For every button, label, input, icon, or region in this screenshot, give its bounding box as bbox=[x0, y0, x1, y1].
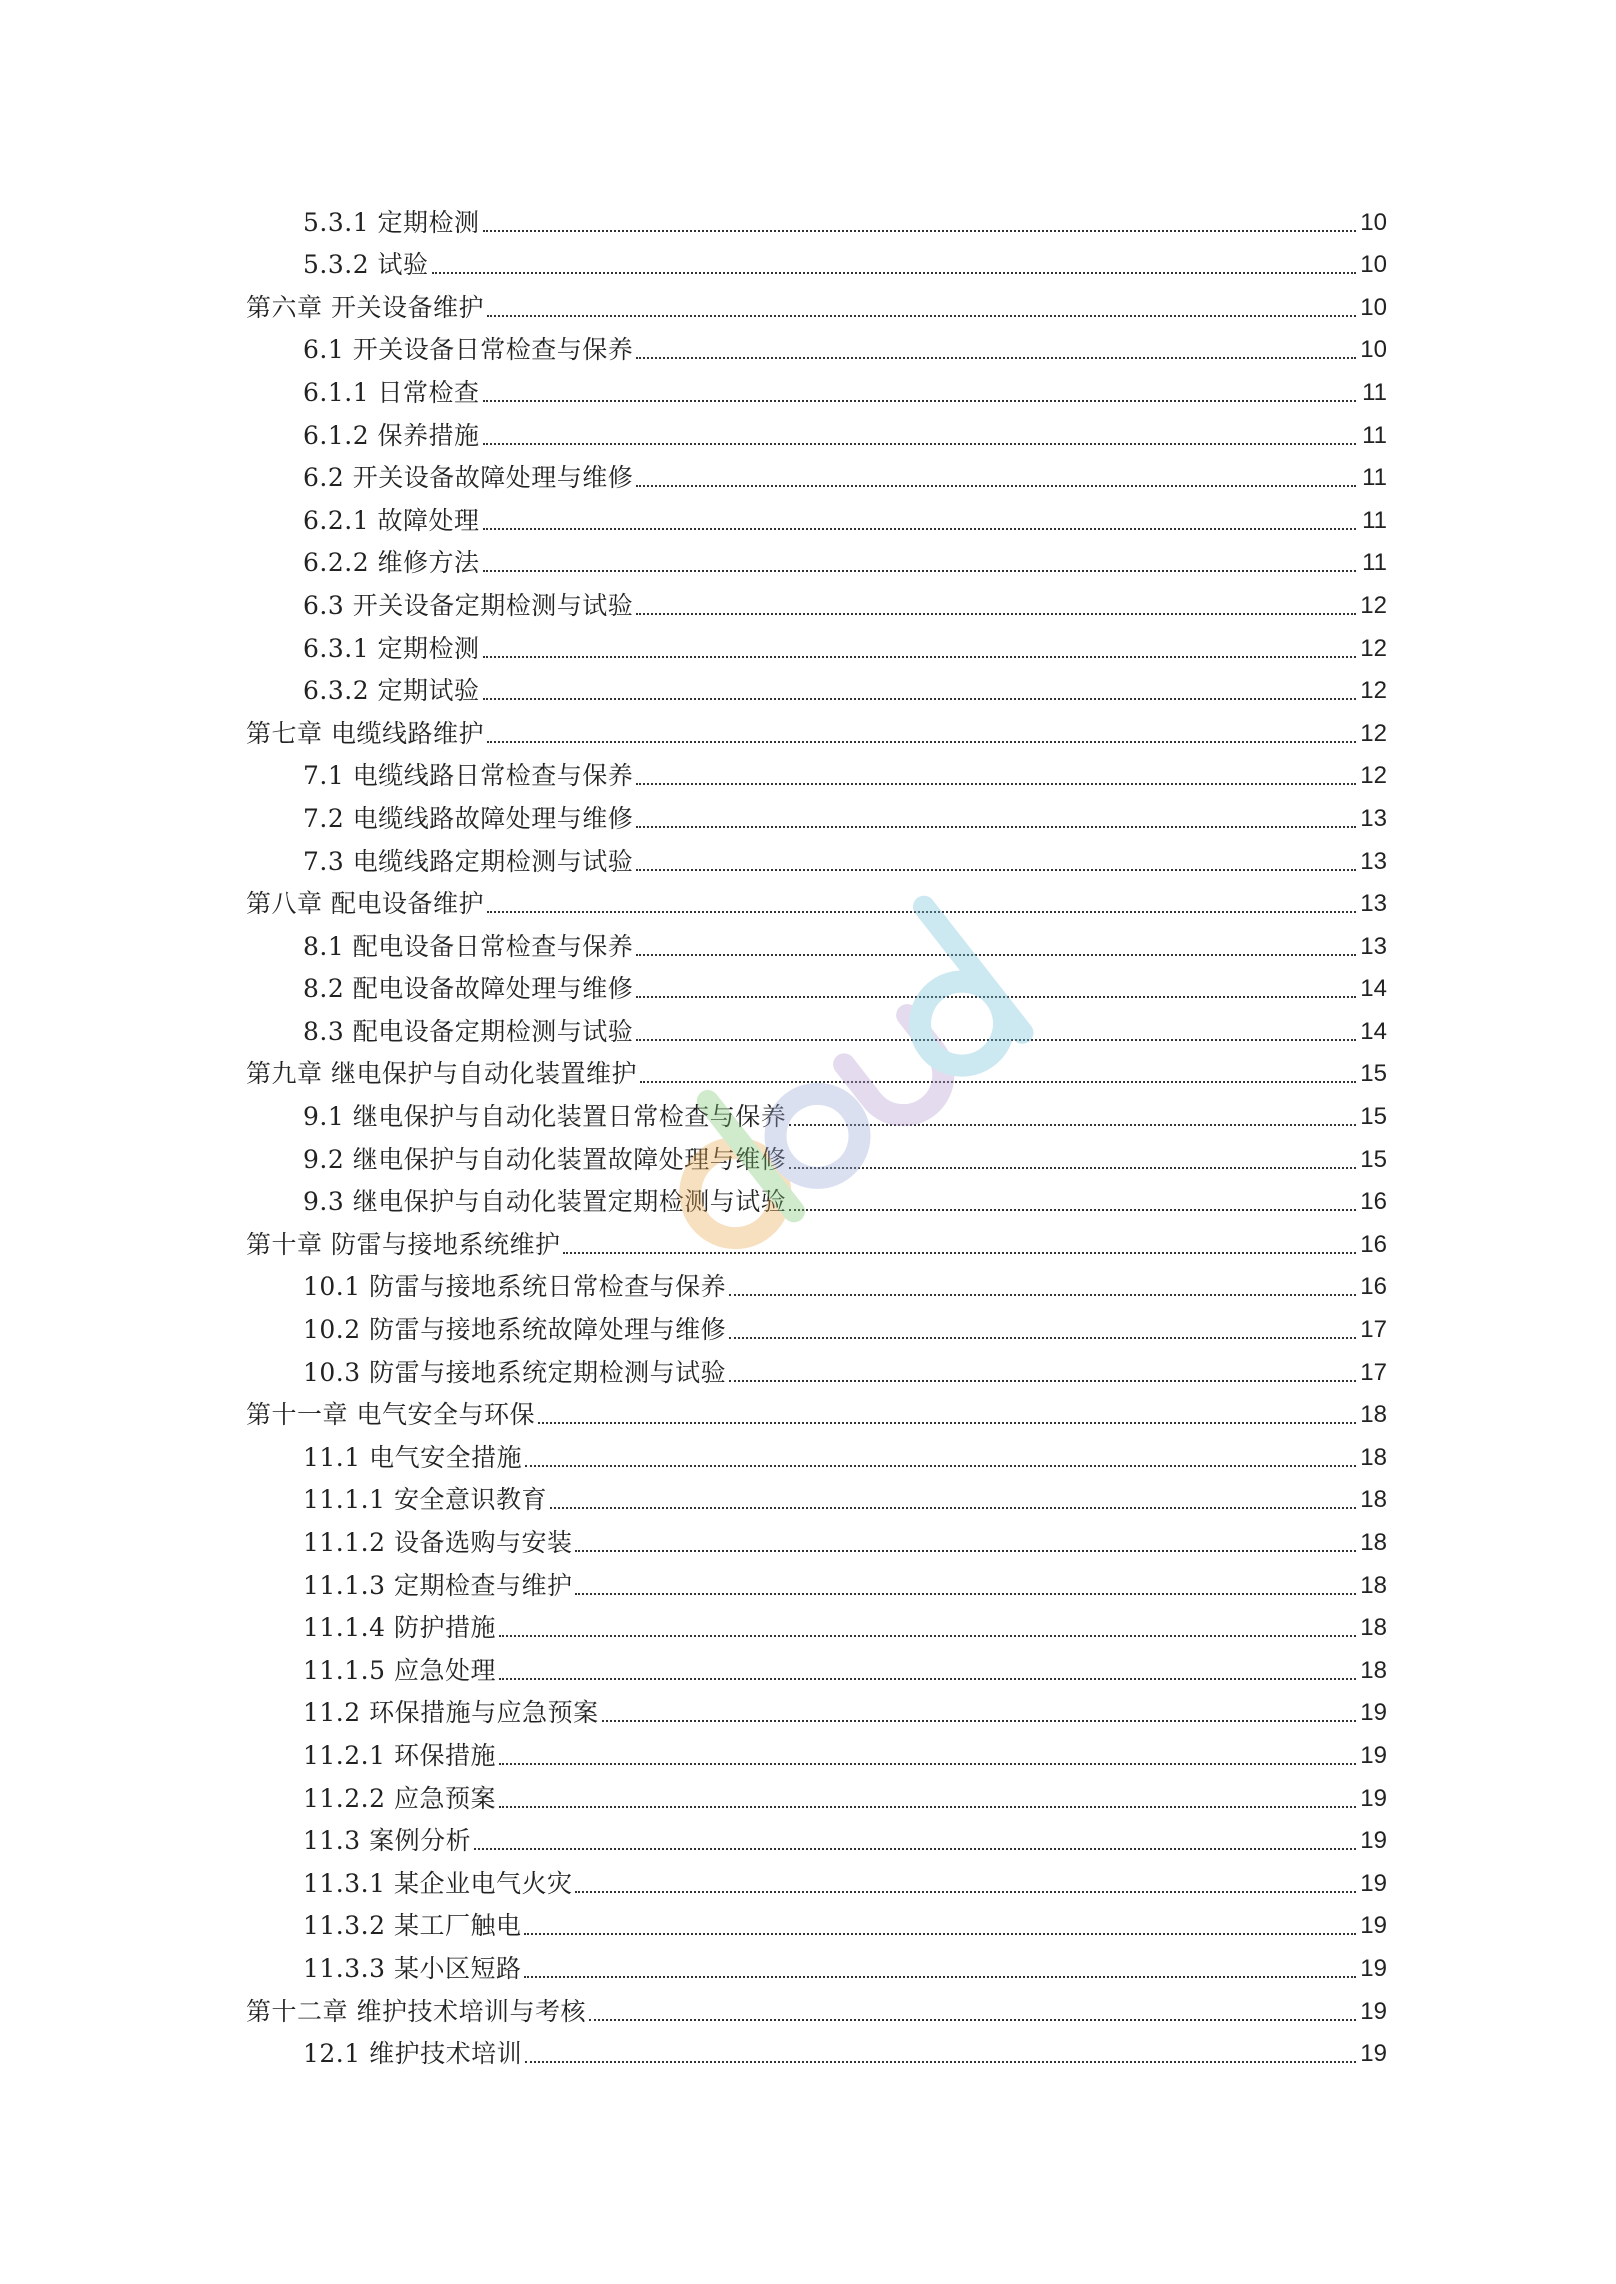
toc-section-entry[interactable] bbox=[0, 1473, 1616, 1516]
toc-page-number: 12 bbox=[1360, 762, 1387, 790]
dot-leader bbox=[640, 1081, 1356, 1083]
toc-chapter-entry[interactable] bbox=[0, 877, 1616, 920]
toc-section-entry[interactable] bbox=[0, 1175, 1616, 1218]
toc-entry-label: 6.3.2 定期试验 bbox=[303, 676, 480, 706]
toc-section-entry[interactable] bbox=[0, 2027, 1616, 2070]
dot-leader bbox=[525, 1465, 1356, 1467]
dot-leader bbox=[636, 613, 1356, 615]
toc-page-number: 15 bbox=[1360, 1060, 1387, 1088]
toc-entry-label: 6.1 开关设备日常检查与保养 bbox=[303, 335, 634, 365]
dot-leader bbox=[483, 656, 1356, 658]
toc-page-number: 13 bbox=[1360, 847, 1387, 875]
toc-entry-label: 6.2 开关设备故障处理与维修 bbox=[303, 463, 634, 493]
toc-page-number: 12 bbox=[1360, 591, 1387, 619]
toc-section-entry[interactable] bbox=[0, 1899, 1616, 1942]
dot-leader bbox=[524, 1976, 1356, 1978]
toc-entry-label: 7.3 电缆线路定期检测与试验 bbox=[303, 846, 634, 876]
dot-leader bbox=[729, 1294, 1356, 1296]
toc-entry-label: 10.2 防雷与接地系统故障处理与维修 bbox=[303, 1315, 727, 1345]
dot-leader bbox=[483, 698, 1356, 700]
toc-page-number: 19 bbox=[1360, 1997, 1387, 2025]
dot-leader bbox=[575, 1891, 1356, 1893]
dot-leader bbox=[729, 1380, 1356, 1382]
toc-section-entry[interactable] bbox=[0, 195, 1616, 238]
toc-entry-label: 第七章 电缆线路维护 bbox=[246, 718, 484, 748]
toc-section-entry[interactable] bbox=[0, 834, 1616, 877]
toc-section-entry[interactable] bbox=[0, 238, 1616, 281]
toc-section-entry[interactable] bbox=[0, 1004, 1616, 1047]
dot-leader bbox=[499, 1806, 1356, 1808]
toc-entry-label: 9.1 继电保护与自动化装置日常检查与保养 bbox=[303, 1102, 787, 1132]
dot-leader bbox=[636, 485, 1356, 487]
toc-page-number: 11 bbox=[1362, 378, 1387, 406]
toc-entry-label: 8.1 配电设备日常检查与保养 bbox=[303, 931, 634, 961]
toc-page-number: 18 bbox=[1360, 1529, 1387, 1556]
toc-page-number: 13 bbox=[1360, 890, 1387, 918]
toc-entry-label: 6.3.1 定期检测 bbox=[303, 633, 480, 663]
toc-entry-label: 6.2.1 故障处理 bbox=[303, 505, 480, 535]
toc-entry-label: 第十一章 电气安全与环保 bbox=[246, 1400, 535, 1430]
toc-section-entry[interactable] bbox=[0, 1728, 1616, 1771]
toc-entry-label: 5.3.1 定期检测 bbox=[303, 207, 480, 237]
toc-entry-label: 第九章 继电保护与自动化装置维护 bbox=[246, 1059, 637, 1089]
dot-leader bbox=[636, 357, 1356, 359]
dot-leader bbox=[538, 1422, 1356, 1424]
toc-entry-label: 11.3.3 某小区短路 bbox=[303, 1953, 522, 1983]
toc-section-entry[interactable] bbox=[0, 1558, 1616, 1601]
toc-section-entry[interactable] bbox=[0, 536, 1616, 579]
toc-entry-label: 第八章 配电设备维护 bbox=[246, 889, 484, 919]
toc-page-number: 18 bbox=[1360, 1656, 1387, 1684]
dot-leader bbox=[636, 869, 1356, 871]
toc-page-number: 17 bbox=[1360, 1316, 1387, 1344]
toc-entry-label: 6.3 开关设备定期检测与试验 bbox=[303, 590, 634, 620]
toc-section-entry[interactable] bbox=[0, 621, 1616, 664]
toc-page-number: 10 bbox=[1360, 251, 1387, 279]
toc-section-entry[interactable] bbox=[0, 791, 1616, 834]
toc-chapter-entry[interactable] bbox=[0, 280, 1616, 323]
toc-section-entry[interactable] bbox=[0, 365, 1616, 408]
toc-page-number: 11 bbox=[1362, 421, 1387, 449]
toc-entry-label: 5.3.2 试验 bbox=[303, 250, 429, 280]
dot-leader bbox=[487, 315, 1356, 317]
toc-page-number: 12 bbox=[1360, 677, 1387, 705]
toc-page-number: 19 bbox=[1360, 2040, 1387, 2068]
dot-leader bbox=[789, 1209, 1356, 1211]
toc-entry-label: 11.2.1 环保措施 bbox=[303, 1740, 496, 1770]
toc-section-entry[interactable] bbox=[0, 493, 1616, 536]
toc-entry-label: 7.1 电缆线路日常检查与保养 bbox=[303, 761, 634, 791]
toc-page-number: 10 bbox=[1360, 293, 1387, 321]
toc-section-entry[interactable] bbox=[0, 664, 1616, 707]
dot-leader bbox=[789, 1124, 1356, 1126]
toc-section-entry[interactable] bbox=[0, 1132, 1616, 1175]
toc-chapter-entry[interactable] bbox=[0, 1047, 1616, 1090]
toc-page-number: 16 bbox=[1360, 1273, 1387, 1301]
toc-section-entry[interactable] bbox=[0, 1814, 1616, 1857]
dot-leader bbox=[636, 783, 1356, 785]
toc-entry-label: 第十二章 维护技术培训与考核 bbox=[246, 1996, 586, 2026]
toc-page-number: 13 bbox=[1360, 932, 1387, 960]
toc-entry-label: 10.1 防雷与接地系统日常检查与保养 bbox=[303, 1272, 727, 1302]
dot-leader bbox=[636, 1039, 1356, 1041]
toc-page-number: 19 bbox=[1360, 1912, 1387, 1940]
toc-chapter-entry[interactable] bbox=[0, 706, 1616, 749]
toc-section-entry[interactable] bbox=[0, 323, 1616, 366]
toc-entry-label: 9.3 继电保护与自动化装置定期检测与试验 bbox=[303, 1187, 787, 1217]
toc-page-number: 19 bbox=[1360, 1869, 1387, 1897]
dot-leader bbox=[432, 272, 1356, 274]
toc-page-number: 13 bbox=[1360, 804, 1387, 832]
toc-chapter-entry[interactable] bbox=[0, 1984, 1616, 2027]
dot-leader bbox=[636, 996, 1356, 998]
toc-section-entry[interactable] bbox=[0, 578, 1616, 621]
dot-leader bbox=[499, 1678, 1356, 1680]
toc-page-number: 12 bbox=[1360, 634, 1387, 662]
toc-section-entry[interactable] bbox=[0, 1771, 1616, 1814]
toc-page-number: 19 bbox=[1360, 1741, 1387, 1769]
toc-section-entry[interactable] bbox=[0, 1515, 1616, 1558]
toc-entry-label: 6.1.1 日常检查 bbox=[303, 377, 480, 407]
toc-chapter-entry[interactable] bbox=[0, 1217, 1616, 1260]
toc-entry-label: 11.1.5 应急处理 bbox=[303, 1655, 496, 1685]
toc-page-number: 18 bbox=[1360, 1571, 1387, 1599]
toc-page-number: 11 bbox=[1362, 506, 1387, 534]
dot-leader bbox=[636, 826, 1356, 828]
toc-page-number: 19 bbox=[1360, 1699, 1387, 1727]
toc-page-number: 15 bbox=[1360, 1103, 1387, 1131]
toc-page-number: 16 bbox=[1360, 1230, 1387, 1258]
toc-entry-label: 12.1 维护技术培训 bbox=[303, 2039, 523, 2069]
toc-entry-label: 11.3.1 某企业电气火灾 bbox=[303, 1868, 573, 1898]
dot-leader bbox=[483, 400, 1356, 402]
toc-entry-label: 第六章 开关设备维护 bbox=[246, 292, 484, 322]
toc-entry-label: 8.2 配电设备故障处理与维修 bbox=[303, 974, 634, 1004]
toc-section-entry[interactable] bbox=[0, 451, 1616, 494]
dot-leader bbox=[525, 2061, 1356, 2063]
toc-entry-label: 11.1.4 防护措施 bbox=[303, 1613, 496, 1643]
toc-section-entry[interactable] bbox=[0, 1345, 1616, 1388]
toc-entry-label: 8.3 配电设备定期检测与试验 bbox=[303, 1016, 634, 1046]
dot-leader bbox=[524, 1933, 1356, 1935]
toc-entry-label: 10.3 防雷与接地系统定期检测与试验 bbox=[303, 1357, 727, 1387]
table-of-contents bbox=[0, 195, 1616, 2069]
dot-leader bbox=[602, 1720, 1356, 1722]
toc-entry-label: 11.1.1 安全意识教育 bbox=[303, 1485, 547, 1515]
toc-section-entry[interactable] bbox=[0, 1941, 1616, 1984]
toc-page-number: 18 bbox=[1360, 1486, 1387, 1514]
toc-page-number: 18 bbox=[1360, 1614, 1387, 1642]
toc-entry-label: 11.1 电气安全措施 bbox=[303, 1442, 523, 1472]
dot-leader bbox=[563, 1252, 1356, 1254]
toc-page-number: 10 bbox=[1360, 336, 1387, 364]
toc-section-entry[interactable] bbox=[0, 1430, 1616, 1473]
toc-page-number: 16 bbox=[1360, 1188, 1387, 1216]
dot-leader bbox=[483, 443, 1356, 445]
dot-leader bbox=[483, 528, 1356, 530]
toc-section-entry[interactable] bbox=[0, 408, 1616, 451]
toc-entry-label: 11.3 案例分析 bbox=[303, 1826, 472, 1856]
dot-leader bbox=[474, 1848, 1356, 1850]
dot-leader bbox=[589, 2019, 1356, 2021]
toc-page-number: 14 bbox=[1360, 1017, 1387, 1045]
toc-chapter-entry[interactable] bbox=[0, 1388, 1616, 1431]
dot-leader bbox=[729, 1337, 1356, 1339]
toc-page-number: 10 bbox=[1360, 208, 1387, 236]
toc-page-number: 11 bbox=[1362, 549, 1387, 577]
toc-page-number: 11 bbox=[1362, 464, 1387, 492]
toc-section-entry[interactable] bbox=[0, 1601, 1616, 1644]
toc-entry-label: 6.2.2 维修方法 bbox=[303, 548, 480, 578]
toc-section-entry[interactable] bbox=[0, 919, 1616, 962]
dot-leader bbox=[483, 570, 1356, 572]
toc-section-entry[interactable] bbox=[0, 1302, 1616, 1345]
dot-leader bbox=[487, 911, 1356, 913]
toc-page-number: 12 bbox=[1360, 719, 1387, 747]
dot-leader bbox=[487, 741, 1356, 743]
toc-section-entry[interactable] bbox=[0, 1260, 1616, 1303]
toc-page-number: 19 bbox=[1360, 1827, 1387, 1855]
toc-section-entry[interactable] bbox=[0, 1089, 1616, 1132]
dot-leader bbox=[575, 1593, 1356, 1595]
toc-page-number: 18 bbox=[1360, 1443, 1387, 1471]
toc-entry-label: 11.1.2 设备选购与安装 bbox=[303, 1528, 573, 1557]
toc-entry-label: 11.2.2 应急预案 bbox=[303, 1783, 496, 1813]
toc-entry-label: 11.1.3 定期检查与维护 bbox=[303, 1570, 573, 1600]
toc-page-number: 19 bbox=[1360, 1954, 1387, 1982]
toc-entry-label: 9.2 继电保护与自动化装置故障处理与维修 bbox=[303, 1144, 787, 1174]
dot-leader bbox=[483, 230, 1356, 232]
dot-leader bbox=[499, 1763, 1356, 1765]
dot-leader bbox=[575, 1550, 1356, 1552]
toc-section-entry[interactable] bbox=[0, 749, 1616, 792]
toc-page-number: 18 bbox=[1360, 1401, 1387, 1429]
toc-section-entry[interactable] bbox=[0, 962, 1616, 1005]
dot-leader bbox=[636, 954, 1356, 956]
toc-entry-label: 11.3.2 某工厂触电 bbox=[303, 1911, 522, 1941]
dot-leader bbox=[789, 1167, 1356, 1169]
toc-page-number: 14 bbox=[1360, 975, 1387, 1003]
toc-section-entry[interactable] bbox=[0, 1643, 1616, 1686]
dot-leader bbox=[550, 1507, 1356, 1509]
dot-leader bbox=[499, 1635, 1356, 1637]
toc-section-entry[interactable] bbox=[0, 1686, 1616, 1729]
toc-section-entry[interactable] bbox=[0, 1856, 1616, 1899]
toc-page-number: 17 bbox=[1360, 1358, 1387, 1386]
toc-entry-label: 7.2 电缆线路故障处理与维修 bbox=[303, 803, 634, 833]
toc-entry-label: 11.2 环保措施与应急预案 bbox=[303, 1698, 599, 1728]
toc-entry-label: 6.1.2 保养措施 bbox=[303, 420, 480, 450]
toc-entry-label: 第十章 防雷与接地系统维护 bbox=[246, 1229, 561, 1259]
toc-page-number: 15 bbox=[1360, 1145, 1387, 1173]
toc-page-number: 19 bbox=[1360, 1784, 1387, 1812]
